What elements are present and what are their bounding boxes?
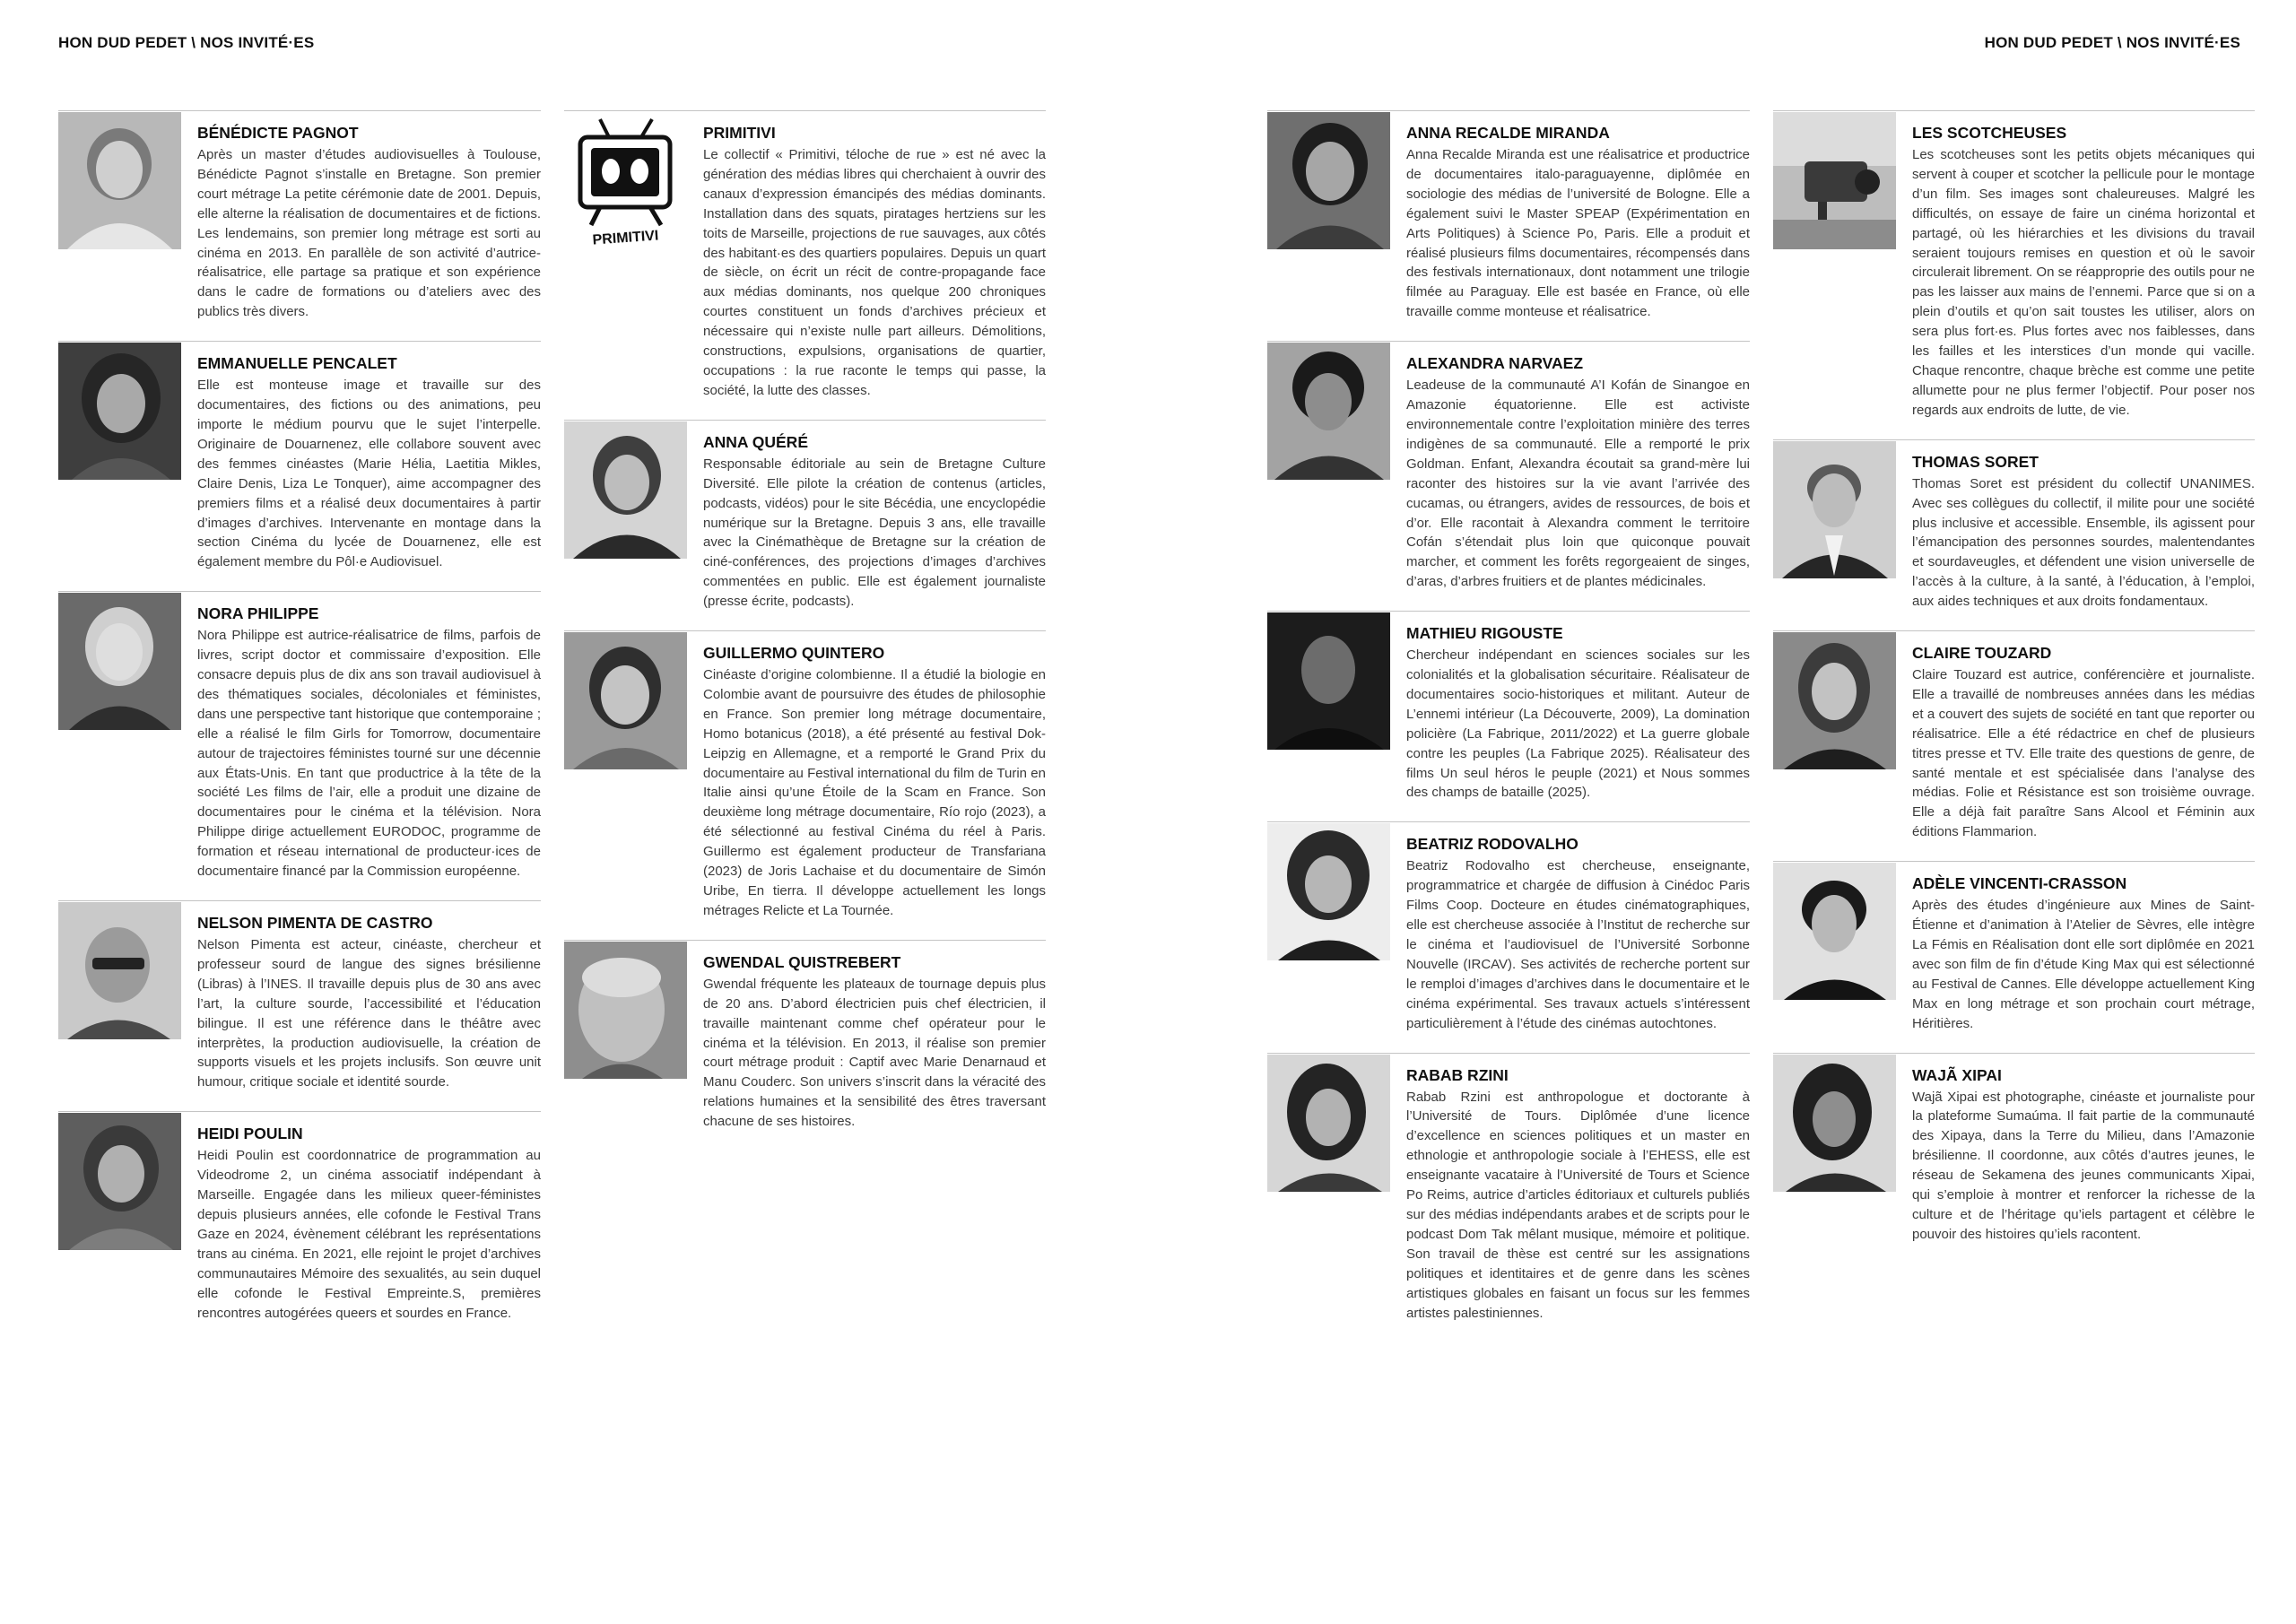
column-2 [564,110,1046,1151]
column-4 [1773,110,2255,1264]
guest-name: NELSON PIMENTA DE CASTRO [197,914,433,932]
guest-photo [564,632,687,769]
guest-name: ANNA QUÉRÉ [703,432,808,451]
guest-name: NORA PHILIPPE [197,604,319,623]
guest-name: GUILLERMO QUINTERO [703,644,885,663]
guest-photo [1267,1055,1390,1192]
column-1 [58,110,541,1342]
guest-entry [1773,439,2255,612]
guest-entry [1267,110,1750,322]
guest-photo [1267,112,1390,249]
guest-name: ALEXANDRA NARVAEZ [1406,354,1584,373]
guest-name: THOMAS SORET [1912,452,2039,471]
guest-bio: Thomas Soret est président du collectif UNANIMES. Avec ses collègues du collectif, il milite pour une société plus inclusive et accessible. Ensemble, ils agissent pour l’émancipation des personnes sourdes, malentendantes et sourdaveugles, et défendent une vision universelle de l’accès à la culture, à la santé, à l’éducation, à l’emploi, aux aides techniques et aux droits fondamentaux. [1912,475,2255,610]
guest-entry [1773,110,2255,421]
guest-entry [58,900,541,1092]
guest-photo [58,1113,181,1250]
guest-name: RABAB RZINI [1406,1065,1509,1084]
guest-photo [1267,823,1390,960]
guest-name: BEATRIZ RODOVALHO [1406,835,1578,854]
guest-photo [1773,441,1896,578]
guest-entry [564,630,1046,921]
guest-bio: Claire Touzard est autrice, conférencière et journaliste. Elle a travaillé de nombreuses années dans les médias et a couvert des sujets de société en tant que reporter ou réalisatrice. Elle a été rédactrice en chef de plusieurs titres presse et TV. Elle traite des questions de genre, de santé mentale et est spécialisée dans l’analyse des médias. Folie et Résistance est son troisième ouvrage. Elle a déjà fait paraître Sans Alcool et Féminin aux éditions Flammarion. [1912,667,2255,840]
guest-entry [1773,861,2255,1033]
guest-bio: Après des études d’ingénieure aux Mines de Saint-Étienne et d’animation à l’Atelier de Sèvres, elle intègre La Fémis en Réalisation dont elle sort diplômée en 2021 avec son film de fin d’étude King Max qui est sélectionné au Festival de Cannes. Elle développe actuellement King Max en long métrage et son prochain court métrage, Héritières. [1912,898,2255,1031]
guest-photo [1267,343,1390,480]
guest-entry [1267,1053,1750,1324]
guest-photo [1773,112,1896,249]
guest-bio: Nelson Pimenta est acteur, cinéaste, chercheur et professeur sourd de langue des signes brésilienne (Libras) à l’INES. Il travaille depuis plus de 30 ans avec l’art, la culture sourde, l’accessibilité et l’éducation bilingue. Il est une référence dans le théâtre avec interprètes, la production audiovisuelle, la création de supports visuels et les projets inclusifs. Son œuvre unit humour, critique sociale et identité sourde. [197,937,541,1090]
guest-name: ANNA RECALDE MIRANDA [1406,124,1610,142]
page-header-left: HON DUD PEDET \ NOS INVITÉ·ES [58,34,315,51]
guest-photo [564,421,687,559]
guest-bio: Rabab Rzini est anthropologue et doctorante à l’Université de Tours. Diplômée d’une licence d’excellence en sciences politiques et un master en ethnologie et anthropologie sociale à l’EHESS, elle est enseignante vacataire à l’Université de Tours et Science Po Reims, autrice d’articles éditoriaux et culturels publiés sur des médias indépendants arabes et de scripts pour le podcast Dom Tak mêlant musique, mémoire et politique. Son travail de thèse est centré sur les assignations politiques et identitaires et de genre dans les scènes artistiques globales en faisant un focus sur les femmes artistes palestiniennes. [1406,1089,1750,1321]
guest-entry [58,341,541,572]
guest-bio: Beatriz Rodovalho est chercheuse, enseignante, programmatrice et chargée de diffusion à Cinédoc Paris Films Coop. Docteure en études cinématographiques, elle est chercheuse associée à l’Institut de recherche sur le cinéma et l’audiovisuel de l’Université Sorbonne Nouvelle (IRCAV). Ses activités de recherche portent sur le remploi d’images d’archives dans le documentaire et le cinéma expérimental. Ses travaux actuels s’intéressent particulièrement à l’étude des cinémas autochtones. [1406,858,1750,1031]
guest-name: CLAIRE TOUZARD [1912,644,2052,663]
guest-bio: Gwendal fréquente les plateaux de tournage depuis plus de 20 ans. D’abord électricien puis chef électricien, il travaille maintenant comme chef opérateur pour le cinéma et la télévision. En 2013, il réalise son premier court métrage produit : Captif avec Marie Denarnaud et Manu Couderc. Son univers s’inscrit dans la véracité des relations humaines et la sensibilité des êtres traversant chacune de ses histoires. [703,976,1046,1130]
guest-entry [58,110,541,322]
primitivi-logo-wordmark: PRIMITIVI [592,228,659,248]
guest-entry [1773,1053,2255,1245]
guest-bio: Cinéaste d’origine colombienne. Il a étudié la biologie en Colombie avant de poursuivre des études de philosophie en France. Son premier long métrage documentaire, Homo botanicus (2018), a été présenté au festival Dok-Leipzig en Allemagne, et a remporté le Grand Prix du documentaire au Festival international du film de Turin en Italie ainsi qu’une Étoile de la Scam en France. Son deuxième long métrage documentaire, Río rojo (2023), a été sélectionné au festival Cinéma du réel à Paris. Guillermo est également producteur de Transfariana (2023) de Joris Lachaise et du documentaire de Simón Uribe, En tierra. Il développe actuellement les longs métrages Relicte et La Tournée. [703,667,1046,918]
guest-bio: Le collectif « Primitivi, téloche de rue » est né avec la génération des médias libres qui cherchaient à ouvrir des canaux d’expression émancipés des médias dominants. Installation dans des squats, piratages hertziens sur les toits de Marseille, projections de rue sauvages, aux côtés des habitant·es des quartiers populaires. Depuis un quart de siècle, on écrit un récit de contre-propagande face aux médias dominants, nos quelque 200 chroniques courtes constituent un fonds d’archives précieux et nécessaire qui n’existe nulle part ailleurs. Démolitions, constructions, expulsions, organisations de quartier, occupations : la rue raconte le temps qui passe, la société, la lutte des classes. [703,147,1046,398]
guest-photo [58,593,181,730]
guest-photo [564,942,687,1079]
guest-photo [1773,632,1896,769]
guest-bio: Responsable éditoriale au sein de Bretagne Culture Diversité. Elle pilote la création de contenus (articles, podcasts, vidéos) pour le site Bécédia, une encyclopédie numérique sur la Bretagne. Depuis 3 ans, elle travaille avec la Cinémathèque de Bretagne sur la création de ciné-conférences, des projections d’images d’archives commentées en public. Elle est également journaliste (presse écrite, podcasts). [703,456,1046,610]
guest-name: LES SCOTCHEUSES [1912,124,2067,142]
guest-name: EMMANUELLE PENCALET [197,354,397,373]
guest-bio: Anna Recalde Miranda est une réalisatrice et productrice de documentaires italo-paraguayenne, diplômée en sociologie des médias de l’université de Bologne. Elle a également suivi le Master SPEAP (Expérimentation en Arts Politiques) à Science Po, Paris. Elle a produit et réalisé plusieurs films documentaires, récompensés dans des festivals internationaux, dont notamment une trilogie filmée au Paraguay. Elle est basée en France, où elle travaille comme monteuse et réalisatrice. [1406,147,1750,320]
guest-entry [58,591,541,881]
guest-photo [58,112,181,249]
guest-bio: Après un master d’études audiovisuelles à Toulouse, Bénédicte Pagnot s’installe en Bretagne. Son premier court métrage La petite cérémonie date de 2001. Depuis, elle alterne la réalisation de documentaires et de fictions. Les lendemains, son premier long métrage est sorti au cinéma en 2013. En parallèle de son activité d’autrice-réalisatrice, elle partage sa pratique et son expérience dans le cadre de formations ou d’ateliers avec des publics très divers. [197,147,541,320]
guest-entry [564,110,1046,401]
guest-bio: Leadeuse de la communauté A’I Kofán de Sinangoe en Amazonie équatorienne. Elle est activiste environnementale contre l’exploitation minière des terres indigènes de sa communauté. Elle a remporté le prix Goldman. Enfant, Alexandra écoutait sa grand-mère lui raconter des histoires sur la vie avant l’arrivée des cucamas, ou étrangers, avides de ressources, de bois et d’or. Elle racontait à Alexandra comment le territoire Cofán s’étendait plus loin que quiconque pouvait marcher, et comment les forêts regorgeaient de singes, d’aras, d’arbres fruitiers et de plantes médicinales. [1406,378,1750,590]
guest-photo [1773,1055,1896,1192]
guest-bio: Wajã Xipai est photographe, cinéaste et journaliste pour la plateforme Sumaúma. Il fait partie de la communauté des Xipaya, dans la Terre du Milieu, dans l’Amazonie brésilienne. Il coordonne, aux côtés d’autres jeunes, le réseau de Sekamena des jeunes communicants Xipai, qui s’emploie à montrer et renforcer la richesse de la culture et de l’héritage qu’iels partagent et célèbre le pouvoir des histoires qu’iels racontent. [1912,1089,2255,1242]
guest-entry [564,420,1046,612]
guest-bio: Heidi Poulin est coordonnatrice de programmation au Videodrome 2, un cinéma associatif indépendant à Marseille. Engagée dans les milieux queer-féministes depuis plusieurs années, elle cofonde le Festival Trans Gaze en 2024, évènement célébrant les représentations trans au cinéma. En 2021, elle rejoint le projet d’archives communautaires Mémoire des sexualités, au sein duquel elle cofonde le Festival Empreinte.S, premières rencontres autogérées queers et sourdes en France. [197,1148,541,1321]
page-header-right: HON DUD PEDET \ NOS INVITÉ·ES [1984,34,2240,51]
guest-name: ADÈLE VINCENTI-CRASSON [1912,874,2127,893]
guest-photo [1773,863,1896,1000]
guest-bio: Chercheur indépendant en sciences sociales sur les colonialités et la globalisation sécuritaire. Réalisateur de documentaires socio-historiques et militant. Auteur de L’ennemi intérieur (La Découverte, 2009), La domination policière (La Fabrique, 2011/2022) et La guerre globale contre les peuples (La Fabrique 2025). Réalisateur des films Un seul héros le peuple (2021) et Nous sommes des champs de bataille (2025). [1406,647,1750,801]
guest-name: GWENDAL QUISTREBERT [703,952,901,971]
guest-photo [1267,612,1390,750]
guest-entry [1773,630,2255,842]
guest-photo [58,902,181,1039]
guest-entry [1267,341,1750,592]
guest-photo [58,343,181,480]
guest-bio: Les scotcheuses sont les petits objets mécaniques qui servent à couper et scotcher la pellicule pour le montage d’un film. Ses images sont chaleureuses. Malgré les difficultés, on essaye de faire un cinéma horizontal et partagé, où les hiérarchies et les divisions du travail seraient toujours remises en question et où le savoir circulerait librement. On se réapproprie des outils pour ne pas les laisser aux mains de l’ennemi. Parce que si on a plein d’outils et qu’on sait toustes les utiliser, alors on sera plus fort·es. Plus fortes avec nos faiblesses, dans les failles et les interstices d’un monde qui vacille. Chaque rencontre, chaque brèche est comme une petite allumette pour ne plus fermer l’objectif. Pour poser nos regards aux endroits de lutte, de vie. [1912,147,2255,418]
guest-name: HEIDI POULIN [197,1125,303,1143]
column-3 [1267,110,1750,1342]
guest-entry [1267,821,1750,1033]
guest-name: WAJÃ XIPAI [1912,1065,2002,1084]
guest-bio: Nora Philippe est autrice-réalisatrice de films, parfois de livres, script doctor et commissaire d’exposition. Elle consacre depuis plus de dix ans son travail audiovisuel à des thématiques sociales, décoloniales et féministes, dans une perspective tant historique que contemporaine ; elle a réalisé le film Girls for Tomorrow, documentaire autour de trajectoires féministes tourné sur une décennie aux États-Unis. En tant que productrice à la tête de la société Les films de l’air, elle a produit une dizaine de documentaires pour le cinéma et la télévision. Nora Philippe dirige actuellement EURODOC, programme de formation et réseau international de producteur·ices de documentaire financé par la Commission européenne. [197,628,541,880]
guest-entry [564,940,1046,1132]
guest-name: MATHIEU RIGOUSTE [1406,624,1563,643]
guest-name: BÉNÉDICTE PAGNOT [197,124,359,142]
guest-entry [58,1111,541,1323]
guest-entry [1267,611,1750,803]
guest-bio: Elle est monteuse image et travaille sur des documentaires, des fictions ou des animations, peu importe le médium pourvu que le sujet l’interpelle. Originaire de Douarnenez, elle collabore souvent avec des femmes cinéastes (Marie Hélia, Laetitia Mikles, Claire Denis, Liza Le Tonquer), aime accompagner des premiers films et a réalisé deux documentaires à partir d’images d’archives. Intervenante en montage dans la section Cinéma du lycée de Douarnenez, elle est également membre du Pôl·e Audiovisuel. [197,378,541,570]
guest-name: PRIMITIVI [703,124,776,142]
